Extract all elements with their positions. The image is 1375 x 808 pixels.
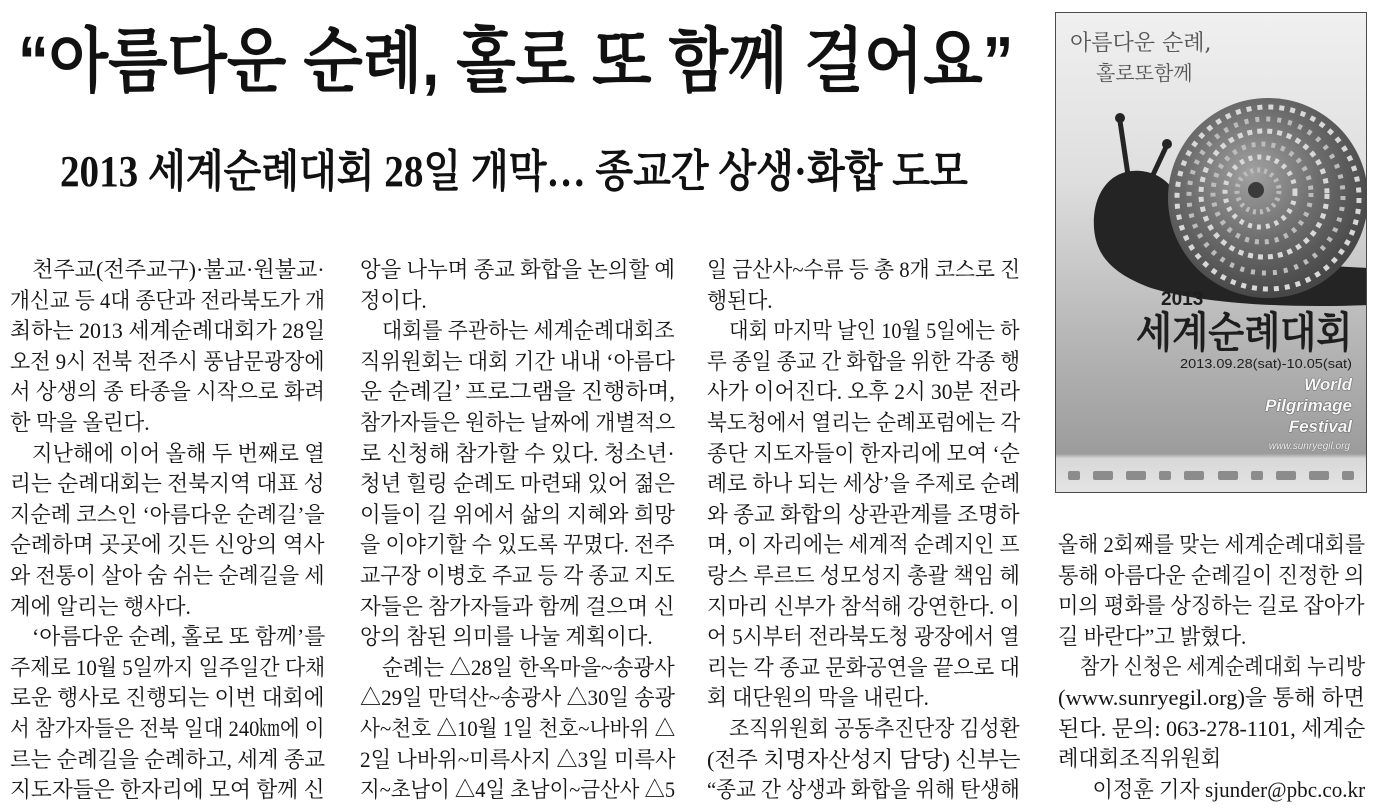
text-line: 리는 순례대회는 전북지역 대표 성 [10,471,325,497]
text-line: “종교 간 상생과 화합을 위해 탄생해 [707,777,1020,803]
poster-english-title [1265,374,1352,437]
sponsor-logo [1342,471,1354,480]
text-line: 한 막을 올린다. [10,409,150,435]
text-line: 대회를 주관하는 세계순례대회조 [382,318,675,344]
text-line: 지도자들은 한자리에 모여 함께 신 [10,777,325,803]
text-line: 서 참가자들은 전북 일대 240㎞에 이 [10,715,325,741]
headline: “아름다운 순례, 홀로 또 함께 걸어요” [18,22,1014,100]
snail-eye-stalk [1120,121,1128,175]
text-line: 일 금산사~수류 등 총 8개 코스로 진 [707,257,1021,282]
poster-url: www.sunryegil.org [1268,441,1350,452]
text-line: 와 종교 화합의 상관관계를 조명하 [707,501,1020,527]
poster-year: 2013 [1161,289,1204,310]
text-line: 미의 평화를 상징하는 길로 잡아가 [1058,593,1365,619]
poster-dates: 2013.09.28(sat)-10.05(sat) [1180,356,1352,371]
snail-shell [1168,98,1366,298]
text-line: 최하는 2013 세계순례대회가 28일 [10,318,326,344]
text-line: 사~천호 △10월 1일 천호~나바위 △ [360,715,676,741]
text-line: 며, 이 자리에는 세계적 순례지인 프 [707,532,1020,558]
text-line: 정이다. [360,287,427,313]
festival-poster [1055,12,1367,493]
sponsor-logo [1251,471,1263,480]
text-line: 리는 각 종교 문화공연을 끝으로 대 [707,654,1021,680]
text-line: 어 5시부터 전라북도청 광장에서 열 [707,624,1020,650]
text-line: 순례하며 곳곳에 깃든 신앙의 역사 [10,532,325,558]
sponsor-logo [1184,471,1204,480]
text-line: 조직위원회 공동추진단장 김성환 [729,715,1020,741]
text-line: 2일 나바위~미륵사지 △3일 미륵사 [360,746,676,772]
text-line: 행된다. [707,287,773,313]
text-line: 사가 이어진다. 오후 2시 30분 전라 [707,379,1021,405]
sponsor-logo [1068,471,1080,480]
text-line: 교구장 이병호 주교 등 각 종교 지도 [360,562,675,588]
text-line: 지난해에 이어 올해 두 번째로 열 [32,440,325,466]
article-column-1 [10,255,325,806]
text-line: 르는 순례길을 순례하고, 세계 종교 [10,746,326,772]
text-line: 북도청에서 열리는 순례포럼에는 각 [707,409,1021,435]
text-line: (www.sunryegil.org)을 통해 하면 [1058,684,1365,710]
text-line: △29일 만덕산~송광사 △30일 송광 [360,685,675,711]
text-line: 례대회조직위원회 [1058,746,1222,772]
text-line: 개신교 등 4대 종단과 전라북도가 개 [10,287,326,313]
text-line: 직위원회는 대회 기간 내내 ‘아름다 [360,348,675,374]
text-line: 오전 9시 전북 전주시 풍남문광장에 [10,348,325,374]
poster-tagline: 아름다운 순례, [1070,31,1212,56]
poster-english-title-line: World [1304,375,1352,394]
text-line: 로운 행사로 진행되는 이번 대회에 [10,685,325,711]
text-line: 운 순례길’ 프로그램을 진행하며, [360,379,675,405]
snail-eye [1162,139,1172,149]
text-line: 앙의 참된 의미를 나눌 계획이다. [360,624,653,650]
text-line: 대회 마지막 날인 10월 5일에는 하 [729,318,1020,344]
sponsor-logo [1276,471,1296,480]
text-line: 랑스 루르드 성모성지 총괄 책임 헤 [707,562,1021,588]
text-line: 자들은 참가자들과 함께 걸으며 신 [360,593,675,619]
byline: 이정훈 기자 sjunder@pbc.co.kr [1092,776,1365,802]
article-column-3 [707,255,1020,806]
text-line: ‘아름다운 순례, 홀로 또 함께’를 [32,624,326,650]
text-line: 지~초남이 △4일 초남이~금산사 △5 [360,777,676,803]
text-line: (전주 치명자산성지 담당) 신부는 [707,746,1021,772]
sponsor-logo [1126,471,1146,480]
poster-english-title-line: Festival [1288,417,1352,436]
text-line: 참가 신청은 세계순례대회 누리방 [1080,654,1366,680]
snail-eye-stalk [1152,147,1166,177]
text-line: 지마리 신부가 참석해 강연한다. 이 [707,593,1021,619]
poster-title: 세계순례대회 [1136,309,1353,356]
text-line: 서 상생의 종 타종을 시작으로 화려 [10,379,326,405]
snail-eye [1115,113,1125,123]
text-line: 종단 지도자들이 한자리에 모여 ‘순 [707,440,1020,466]
text-line: 와 전통이 살아 숨 쉬는 순례길을 세 [10,562,325,588]
text-line: 례로 하나 되는 세상’을 주제로 순례 [707,471,1021,497]
text-line: 천주교(전주교구)·불교·원불교· [32,257,325,282]
text-line: 루 종일 종교 간 화합을 위한 각종 행 [707,348,1021,374]
text-line: 이들이 길 위에서 삶의 지혜와 희망 [360,501,676,527]
text-line: 계에 알리는 행사다. [10,593,191,619]
text-line: 지순례 코스인 ‘아름다운 순례길’을 [10,501,325,527]
article-column-2 [360,255,675,806]
text-line: 앙을 나누며 종교 화합을 논의할 예 [360,257,676,282]
poster-tagline: 홀로또함께 [1096,61,1193,85]
sponsor-logo [1218,471,1238,480]
poster-english-title-line: Pilgrimage [1265,396,1352,415]
text-line: 을 이야기할 수 있도록 꾸몄다. 전주 [360,532,675,558]
sponsor-logo [1093,471,1113,480]
sponsor-logo [1309,471,1329,480]
text-line: 통해 아름다운 순례길이 진정한 의 [1058,562,1365,588]
text-line: 길 바란다”고 밝혔다. [1058,623,1247,649]
text-line: 회 대단원의 막을 내린다. [707,685,929,711]
text-line: 된다. 문의: 063-278-1101, 세계순 [1058,715,1366,741]
text-line: 참가자들은 원하는 날짜에 개별적으 [360,409,676,435]
text-line: 로 신청해 참가할 수 있다. 청소년· [360,440,675,466]
article-column-4 [1058,530,1365,805]
text-line: 올해 2회째를 맞는 세계순례대회를 [1058,532,1366,557]
sponsor-logo [1159,471,1171,480]
sponsor-logo-row [1068,467,1354,483]
text-line: 순례는 △28일 한옥마을~송광사 [382,654,675,680]
subheadline: 2013 세계순례대회 28일 개막… 종교간 상생·화합 도모 [60,147,968,196]
text-line: 주제로 10월 5일까지 일주일간 다채 [10,654,326,680]
text-line: 청년 힐링 순례도 마련돼 있어 젊은 [360,471,676,497]
